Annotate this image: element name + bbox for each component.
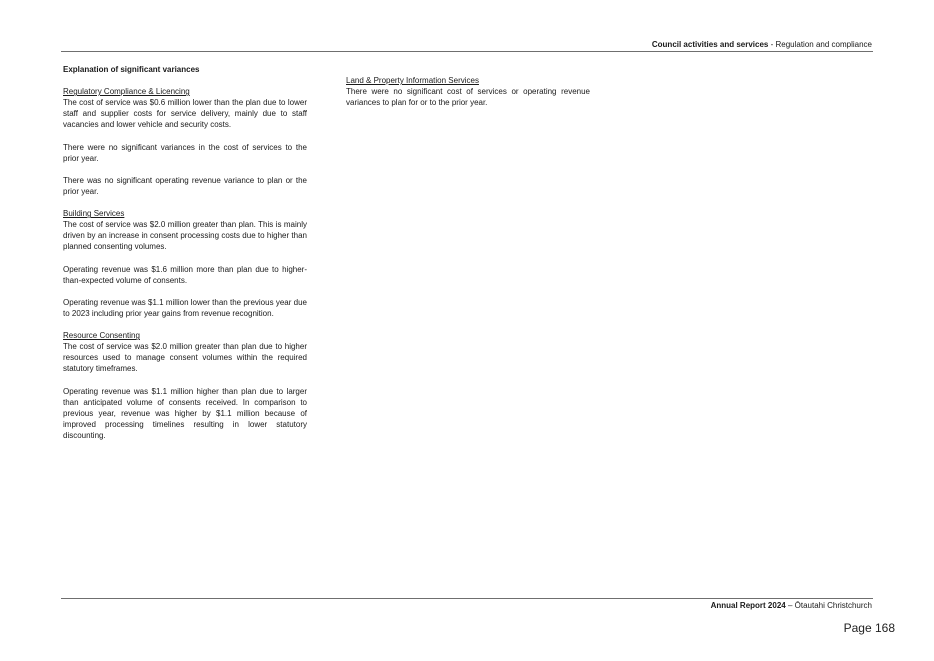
paragraph: Operating revenue was $1.1 million lower than the previous year due to 2023 including prior year gains from revenue recognition.: [63, 297, 307, 318]
left-column: [63, 64, 307, 452]
footer-rule: [61, 598, 873, 599]
header-subsection: - Regulation and compliance: [768, 40, 872, 49]
page-number: Page 168: [843, 621, 895, 635]
block-regulatory-compliance: [63, 86, 307, 197]
running-header: [652, 40, 872, 49]
running-footer: [711, 601, 872, 610]
footer-report-title: Annual Report 2024: [710, 601, 786, 610]
header-section: Council activities and services: [651, 40, 769, 49]
section-title: Explanation of significant variances: [63, 65, 200, 74]
right-column: [346, 75, 590, 119]
block-resource-consenting: [63, 330, 307, 441]
paragraph: There were no significant cost of services or operating revenue variances to plan for or to the prior year.: [346, 87, 590, 108]
paragraph: Operating revenue was $1.1 million higher than plan due to larger than anticipated volume of consents received. In comparison to previous year, revenue was higher by $1.1 million because of improved processing timelines resulting in lower statutory discounting.: [63, 386, 307, 440]
paragraph: The cost of service was $2.0 million greater than plan due to higher resources used to manage consent volumes within the required statutory timeframes.: [63, 342, 307, 374]
subheading: Land & Property Information Services: [346, 76, 479, 85]
header-rule: [61, 51, 873, 52]
paragraph: There were no significant variances in the cost of services to the prior year.: [63, 142, 307, 163]
paragraph: The cost of service was $0.6 million lower than the plan due to lower staff and supplier costs for service delivery, mainly due to staff vacancies and lower vehicle and security costs.: [63, 98, 307, 130]
paragraph: There was no significant operating revenue variance to plan or the prior year.: [63, 175, 307, 196]
paragraph: The cost of service was $2.0 million greater than plan. This is mainly driven by an increase in consent processing costs due to higher than planned consenting volumes.: [63, 220, 307, 252]
subheading: Regulatory Compliance & Licencing: [63, 87, 190, 97]
subheading: Building Services: [63, 209, 125, 219]
block-building-services: [63, 208, 307, 319]
paragraph: Operating revenue was $1.6 million more than plan due to higher-than-expected volume of consents.: [63, 264, 307, 285]
footer-report-place: – Ōtautahi Christchurch: [785, 601, 872, 610]
subheading: Resource Consenting: [63, 331, 140, 341]
